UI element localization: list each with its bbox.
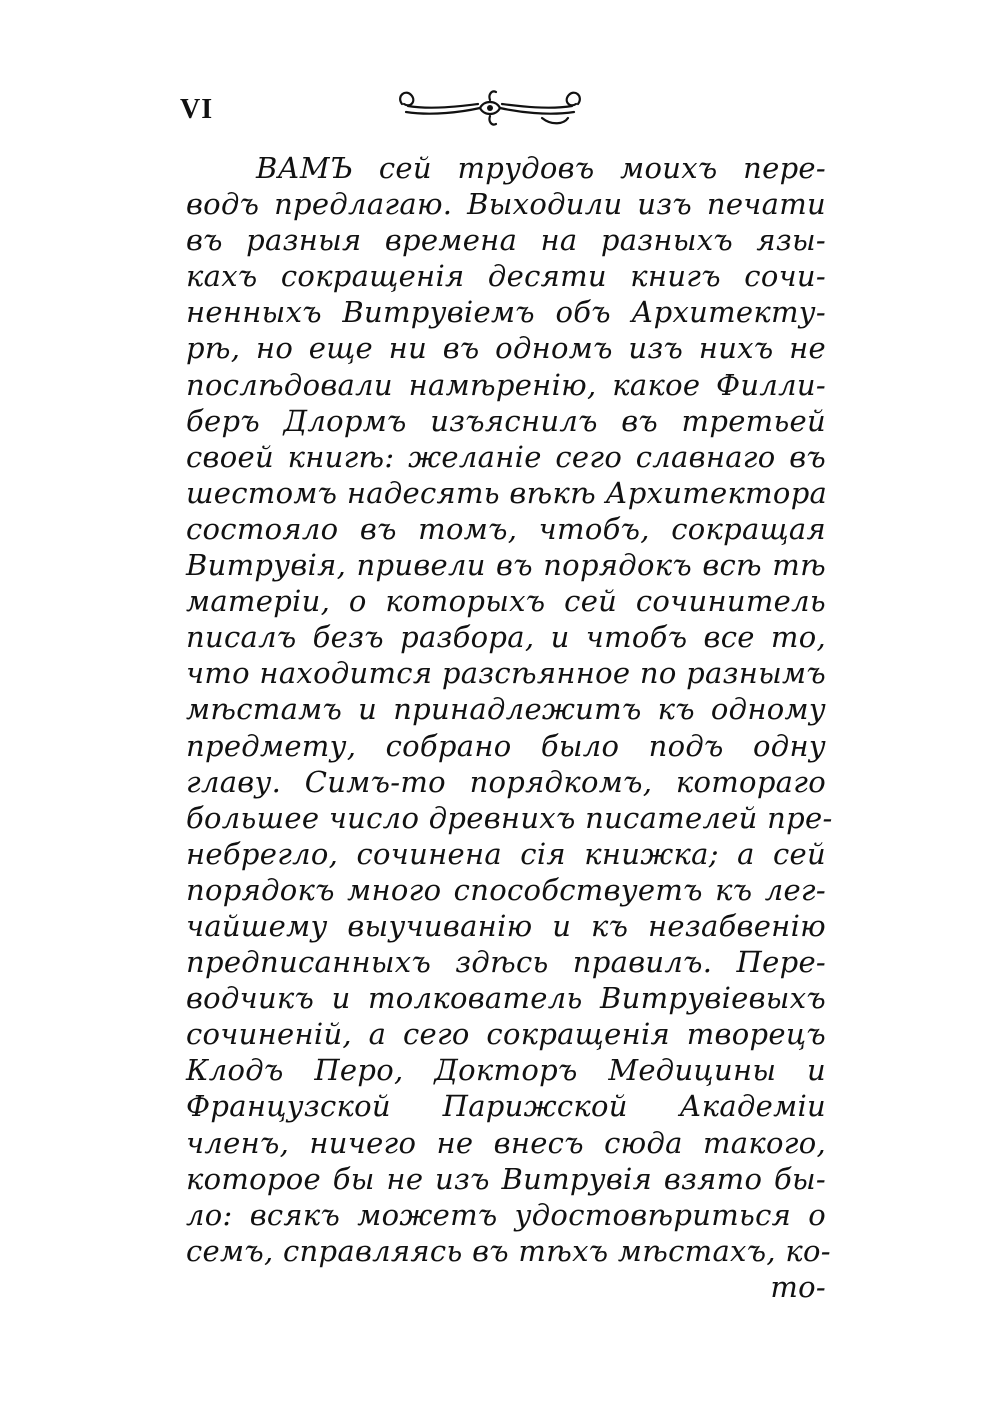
text-line: предписанныхъ здѣсь правилъ. Пере- bbox=[186, 945, 826, 980]
text-line: ненныхъ Витрувіемъ объ Архитекту- bbox=[186, 295, 826, 330]
text-line: въ разныя времена на разныхъ язы- bbox=[186, 223, 826, 258]
text-line: состояло въ томъ, чтобъ, сокращая bbox=[186, 511, 826, 546]
text-line: шестомъ надесять вѣкѣ Архитектора bbox=[186, 475, 828, 510]
text-line: небрегло, сочинена сія книжка; а сей bbox=[186, 836, 826, 871]
text-line: кахъ сокращенія десяти книгъ сочи- bbox=[186, 259, 826, 294]
text-line: ло: всякъ можетъ удостовѣриться о bbox=[186, 1197, 826, 1232]
text-line: рѣ, но еще ни въ одномъ изъ нихъ не bbox=[186, 331, 826, 366]
text-line: чайшему выучиванію и къ незабвенію bbox=[186, 908, 826, 943]
text-line: Французской Парижской Академіи bbox=[186, 1089, 826, 1124]
text-line: водъ предлагаю. Выходили изъ печати bbox=[186, 187, 826, 222]
text-line: матеріи, о которыхъ сей сочинитель bbox=[186, 584, 826, 619]
text-line: Клодъ Перо, Докторъ Медицины и bbox=[186, 1053, 826, 1088]
text-line: большее число древнихъ писателей пре- bbox=[186, 800, 833, 835]
text-line: своей книгѣ: желаніе сего славнаго въ bbox=[186, 439, 826, 474]
text-line: семъ, справляясь въ тѣхъ мѣстахъ, ко- bbox=[186, 1233, 831, 1268]
text-line: что находится разсѣянное по разнымъ bbox=[186, 656, 827, 691]
text-line: Витрувія, привели въ порядокъ всѣ тѣ bbox=[186, 548, 826, 583]
text-line: водчикъ и толкователь Витрувіевыхъ bbox=[186, 981, 826, 1016]
text-line: порядокъ много способствуетъ къ лег- bbox=[186, 872, 826, 907]
text-line: беръ Длормъ изъяснилъ въ третьей bbox=[186, 403, 826, 438]
text-line: мѣстамъ и принадлежитъ къ одному bbox=[186, 692, 826, 727]
text-line: ВАМЪ сей трудовъ моихъ пере- bbox=[256, 151, 826, 185]
page-number: VI bbox=[180, 94, 214, 125]
catchword: то- bbox=[770, 1269, 826, 1304]
decorative-scroll-ornament-icon bbox=[392, 82, 588, 130]
text-line: главу. Симъ-то порядкомъ, котораго bbox=[186, 764, 826, 799]
body-text bbox=[186, 150, 833, 1305]
text-line: которое бы не изъ Витрувія взято бы- bbox=[186, 1161, 826, 1196]
text-line: писалъ безъ разбора, и чтобъ все то, bbox=[186, 620, 826, 655]
text-line: предмету, собрано было подъ одну bbox=[186, 728, 826, 763]
text-line: членъ, ничего не внесъ сюда такого, bbox=[186, 1125, 826, 1160]
text-line: послѣдовали намѣренію, какое Филли- bbox=[186, 367, 826, 402]
text-line: сочиненій, а сего сокращенія творецъ bbox=[186, 1017, 826, 1052]
